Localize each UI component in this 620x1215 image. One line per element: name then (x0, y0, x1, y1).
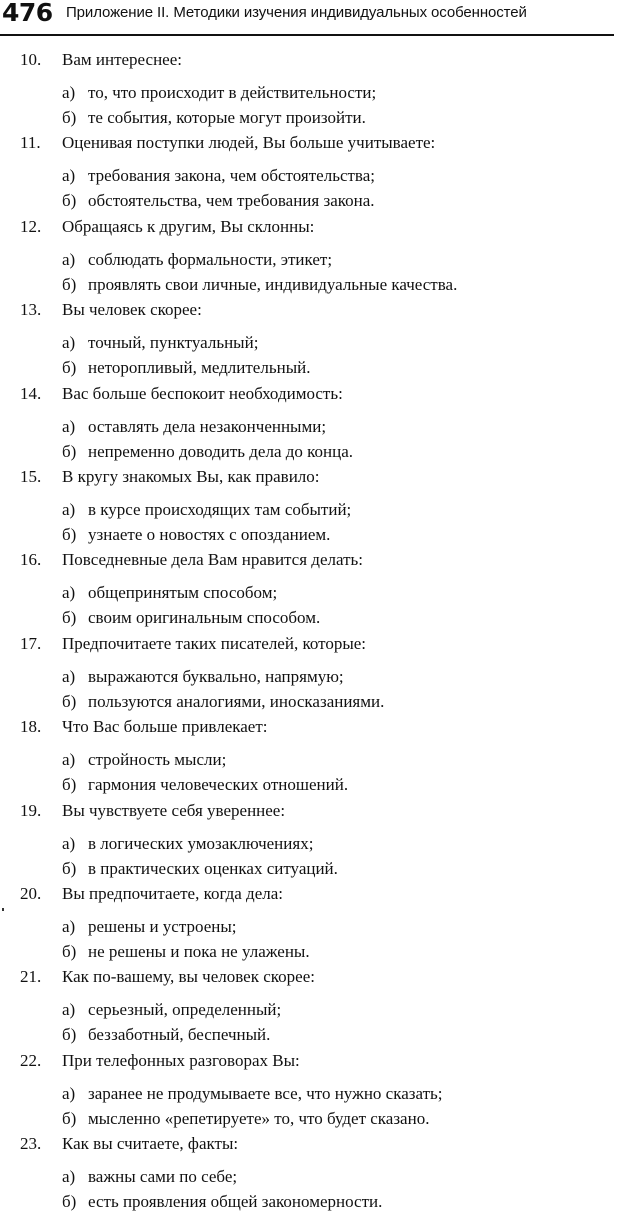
option-a-text: общепринятым способом; (88, 583, 278, 603)
question-text: Вас больше беспокоит необходимость: (62, 383, 343, 403)
option-a-text: в курсе происходящих там событий; (88, 499, 352, 519)
question-number: 14. (20, 383, 42, 403)
option-b-label: б) (62, 274, 77, 294)
option-b-label: б) (62, 1025, 77, 1045)
question-number: 10. (20, 50, 42, 69)
question-item (0, 298, 620, 381)
option-a-text: заранее не продумываете все, что нужно сказать; (88, 1083, 443, 1103)
option-b-text: есть проявления общей закономерности. (88, 1192, 383, 1212)
option-a (62, 748, 226, 772)
question-number: 19. (20, 800, 42, 820)
option-b (62, 189, 375, 213)
option-a (62, 1165, 237, 1189)
option-a-text: серьезный, определенный; (88, 1000, 282, 1020)
option-b-label: б) (62, 191, 77, 211)
question-number: 17. (20, 633, 42, 653)
question-number: 21. (20, 967, 42, 987)
option-a (62, 331, 258, 355)
option-b (62, 440, 353, 464)
question-text: Вы чувствуете себя увереннее: (62, 800, 286, 820)
question-text: Как по-вашему, вы человек скорее: (62, 967, 315, 987)
question-item (0, 465, 620, 548)
question-text: Вы человек скорее: (62, 300, 202, 320)
option-b-text: узнаете о новостях с опозданием. (88, 524, 331, 544)
option-a-label: а) (62, 249, 76, 269)
option-a-label: а) (62, 1083, 76, 1103)
option-b-text: неторопливый, медлительный. (88, 358, 311, 378)
option-b-text: в практических оценках ситуаций. (88, 858, 338, 878)
option-a-label: а) (62, 583, 76, 603)
option-b (62, 857, 338, 881)
question-item (0, 799, 620, 882)
option-b (62, 773, 348, 797)
question-item (0, 215, 620, 298)
running-header (0, 0, 614, 36)
option-a-text: точный, пунктуальный; (88, 333, 259, 353)
question-item (0, 548, 620, 631)
option-b (62, 523, 330, 547)
option-a-label: а) (62, 750, 76, 770)
option-a-label: а) (62, 83, 76, 102)
question-item (0, 715, 620, 798)
option-a-text: важны сами по себе; (88, 1167, 238, 1187)
option-a (62, 1082, 443, 1106)
question-number: 12. (20, 216, 42, 236)
question-text: При телефонных разговорах Вы: (62, 1050, 300, 1070)
question-item (0, 632, 620, 715)
question-text: Повседневные дела Вам нравится делать: (62, 550, 363, 570)
option-a (62, 248, 332, 272)
questionnaire (0, 48, 620, 1215)
question-text: Предпочитаете таких писателей, которые: (62, 633, 367, 653)
question-text: Что Вас больше привлекает: (62, 717, 268, 737)
option-a (62, 581, 277, 605)
option-b-text: непременно доводить дела до конца. (88, 441, 354, 461)
question-number: 16. (20, 550, 42, 570)
question-item (0, 382, 620, 465)
option-b (62, 106, 366, 130)
option-a (62, 665, 344, 689)
option-b-text: мысленно «репетируете» то, что будет сказано. (88, 1108, 430, 1128)
question-number: 20. (20, 883, 42, 903)
option-b-label: б) (62, 1108, 77, 1128)
question-text: Как вы считаете, факты: (62, 1134, 239, 1154)
option-a-text: то, что происходит в действительности; (88, 83, 377, 102)
question-text: Оценивая поступки людей, Вы больше учитываете: (62, 133, 436, 153)
question-item (0, 48, 620, 131)
option-a-label: а) (62, 166, 76, 186)
option-a-label: а) (62, 833, 76, 853)
option-a (62, 915, 236, 939)
option-b-label: б) (62, 775, 77, 795)
option-a (62, 81, 376, 105)
option-b (62, 1023, 270, 1047)
option-a-label: а) (62, 666, 76, 686)
option-b-label: б) (62, 441, 77, 461)
option-a (62, 998, 281, 1022)
question-text: Вы предпочитаете, когда дела: (62, 883, 283, 903)
margin-mark (2, 908, 4, 911)
question-item (0, 131, 620, 214)
option-a (62, 164, 375, 188)
question-number: 22. (20, 1050, 42, 1070)
question-number: 23. (20, 1134, 42, 1154)
option-a-label: а) (62, 916, 76, 936)
option-b-label: б) (62, 108, 77, 127)
question-item (0, 1049, 620, 1132)
option-b-text: проявлять свои личные, индивидуальные качества. (88, 274, 458, 294)
option-b-label: б) (62, 858, 77, 878)
option-a (62, 832, 313, 856)
question-text: Обращаясь к другим, Вы склонны: (62, 216, 315, 236)
option-a-label: а) (62, 333, 76, 353)
option-b-text: те события, которые могут произойти. (88, 108, 366, 127)
option-a-text: стройность мысли; (88, 750, 227, 770)
option-b-text: пользуются аналогиями, иносказаниями. (88, 691, 385, 711)
option-b-text: гармония человеческих отношений. (88, 775, 349, 795)
option-a-text: в логических умозаключениях; (88, 833, 314, 853)
question-number: 13. (20, 300, 42, 320)
option-b-label: б) (62, 691, 77, 711)
option-a-text: требования закона, чем обстоятельства; (88, 166, 375, 186)
option-a-text: соблюдать формальности, этикет; (88, 249, 333, 269)
option-a (62, 498, 351, 522)
option-a-text: решены и устроены; (88, 916, 237, 936)
option-b-text: своим оригинальным способом. (88, 608, 321, 628)
option-b-text: беззаботный, беспечный. (88, 1025, 271, 1045)
option-b (62, 1190, 382, 1214)
option-b (62, 606, 320, 630)
option-b-text: не решены и пока не улажены. (88, 941, 310, 961)
page-number: 476 (2, 0, 53, 27)
option-a-label: а) (62, 1000, 76, 1020)
option-b (62, 940, 310, 964)
option-b (62, 1107, 429, 1131)
question-number: 11. (20, 133, 41, 153)
running-title: Приложение II. Методики изучения индивидуальных особенностей (66, 4, 527, 21)
question-number: 18. (20, 717, 42, 737)
option-b-text: обстоятельства, чем требования закона. (88, 191, 375, 211)
option-b-label: б) (62, 941, 77, 961)
question-text: В кругу знакомых Вы, как правило: (62, 466, 320, 486)
option-a-text: выражаются буквально, напрямую; (88, 666, 344, 686)
question-item (0, 965, 620, 1048)
option-b-label: б) (62, 524, 77, 544)
option-b-label: б) (62, 608, 77, 628)
option-b (62, 690, 384, 714)
option-b (62, 356, 310, 380)
option-b (62, 273, 457, 297)
option-a-text: оставлять дела незаконченными; (88, 416, 327, 436)
question-text: Вам интереснее: (62, 50, 182, 69)
option-a-label: а) (62, 1167, 76, 1187)
option-a (62, 415, 326, 439)
question-item (0, 1132, 620, 1215)
option-b-label: б) (62, 1192, 77, 1212)
option-a-label: а) (62, 499, 76, 519)
question-number: 15. (20, 466, 42, 486)
option-a-label: а) (62, 416, 76, 436)
option-b-label: б) (62, 358, 77, 378)
question-item (0, 882, 620, 965)
